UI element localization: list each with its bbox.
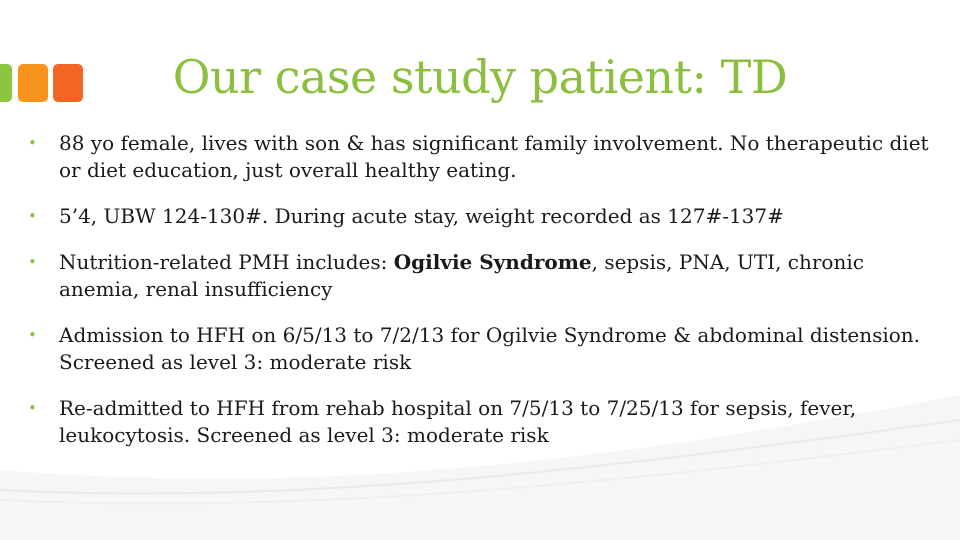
list-item: [28, 249, 943, 303]
list-item: [28, 203, 943, 230]
bullet-text: 88 yo female, lives with son & has significant family involvement. No therapeutic diet or diet education, just overall healthy eating.: [59, 131, 929, 182]
bullet-text-before: Nutrition-related PMH includes:: [59, 250, 394, 274]
bullet-text-bold: Ogilvie Syndrome: [393, 250, 592, 274]
bullet-text-after: , sepsis, PNA, UTI, chronic anemia, renal insufficiency: [59, 250, 864, 301]
list-item: [28, 322, 943, 376]
list-item: [28, 130, 943, 184]
bullet-text: Re-admitted to HFH from rehab hospital on 7/5/13 to 7/25/13 for sepsis, fever, leukocytosis. Screened as level 3: moderate risk: [59, 396, 857, 447]
logo-block-orange: [18, 64, 48, 102]
bullet-marker: •: [28, 399, 37, 417]
bullet-marker: •: [28, 326, 37, 344]
logo-block-dark-orange: [53, 64, 83, 102]
bullet-text: [59, 250, 864, 301]
list-item: [28, 395, 943, 449]
bullet-text: Admission to HFH on 6/5/13 to 7/2/13 for Ogilvie Syndrome & abdominal distension. Screened as level 3: moderate risk: [59, 323, 921, 374]
bullet-marker: •: [28, 253, 37, 271]
bullet-marker: •: [28, 207, 37, 225]
bullet-text: 5’4, UBW 124-130#. During acute stay, weight recorded as 127#-137#: [59, 204, 784, 228]
bullet-list: [28, 130, 943, 468]
bullet-marker: •: [28, 134, 37, 152]
page-title: Our case study patient: TD: [172, 50, 788, 104]
logo-block-green: [0, 64, 12, 102]
